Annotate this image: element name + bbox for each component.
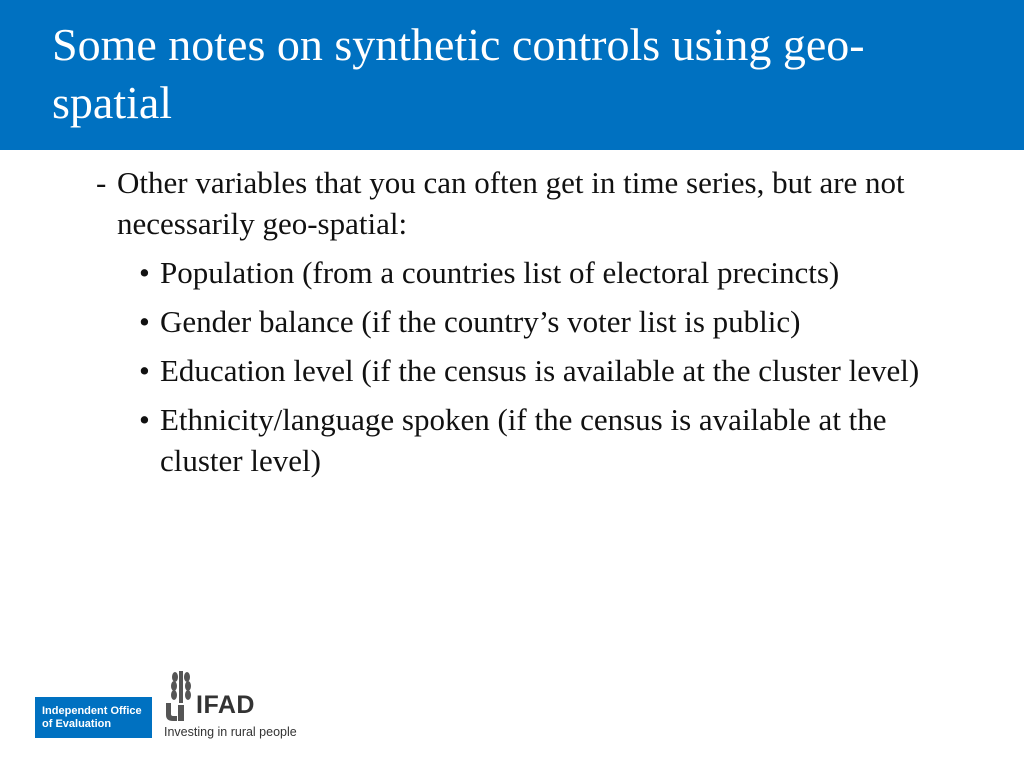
- intro-item: [0, 162, 937, 244]
- ifad-wheat-icon: [164, 669, 198, 723]
- bullet-marker: •: [139, 402, 150, 437]
- bullet-marker: •: [139, 304, 150, 339]
- dash-marker: -: [96, 165, 107, 200]
- intro-text: Other variables that you can often get in time series, but are not necessarily geo-spatial:: [117, 165, 905, 241]
- title-bar: [0, 0, 1024, 150]
- slide-title: Some notes on synthetic controls using geo-spatial: [52, 19, 865, 128]
- ifad-tagline: Investing in rural people: [164, 725, 297, 739]
- bullet-text: Gender balance (if the country’s voter list is public): [160, 304, 801, 339]
- slide-content: [0, 162, 1024, 481]
- ioe-logo-line2: of Evaluation: [42, 718, 112, 730]
- ifad-logo: [164, 669, 314, 744]
- bullet-text: Ethnicity/language spoken (if the census is available at the cluster level): [160, 402, 887, 478]
- ioe-logo: [35, 697, 152, 738]
- bullet-marker: •: [139, 255, 150, 290]
- bullet-item: [0, 301, 930, 342]
- bullet-text: Education level (if the census is available at the cluster level): [160, 353, 920, 388]
- bullet-item: [0, 350, 930, 391]
- ifad-name: IFAD: [196, 691, 255, 719]
- bullet-item: [0, 252, 930, 293]
- bullet-item: [0, 399, 930, 481]
- ioe-logo-line1: Independent Office: [42, 705, 142, 717]
- bullet-text: Population (from a countries list of electoral precincts): [160, 255, 840, 290]
- bullet-marker: •: [139, 353, 150, 388]
